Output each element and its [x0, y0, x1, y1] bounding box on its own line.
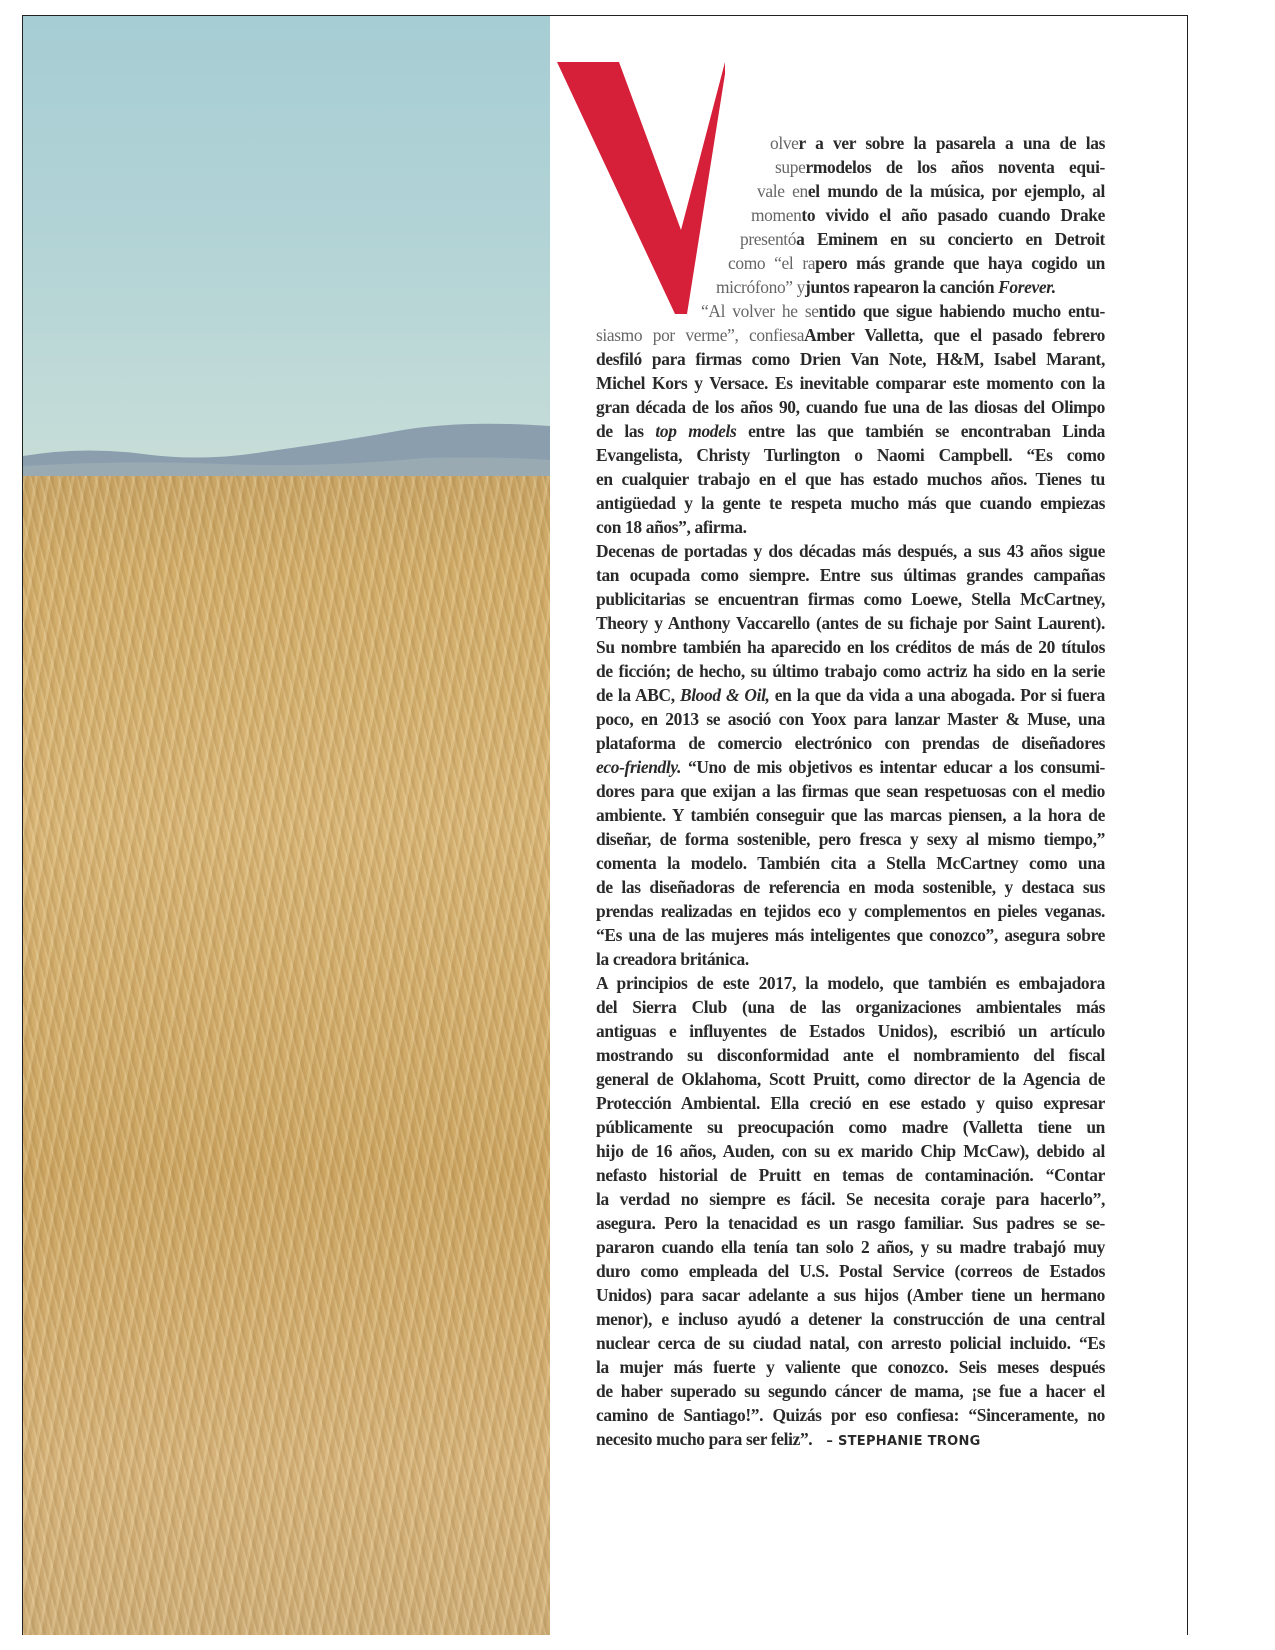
article-line: [596, 659, 1105, 683]
text: a Eminem en su concierto en Detroit: [796, 229, 1105, 249]
article-line: [596, 947, 1105, 971]
italic-text: top models: [655, 421, 737, 441]
text: de las: [596, 421, 656, 441]
text: general de Oklahoma, Scott Pruitt, como director de la Agencia de: [596, 1069, 1105, 1089]
text: “Es una de las mujeres más inteligentes que conozco”, asegura sobre: [596, 925, 1105, 945]
article-line: [596, 1211, 1105, 1235]
text: de las diseñadoras de referencia en moda sostenible, y destaca sus: [596, 877, 1105, 897]
article-line: [596, 611, 1105, 635]
article-line: [596, 707, 1105, 731]
drop-cap-v: [557, 62, 725, 314]
text: mostrando su disconformidad ante el nombramiento del fiscal: [596, 1045, 1105, 1065]
text: el mundo de la música, por ejemplo, al: [807, 181, 1105, 201]
text: comenta la modelo. También cita a Stella McCartney como una: [596, 853, 1105, 873]
text: Unidos) para sacar adelante a sus hijos (Amber tiene un hermano: [596, 1285, 1105, 1305]
italic-text: eco-friendly.: [596, 757, 682, 777]
article-line: [740, 227, 1105, 251]
text: A principios de este 2017, la modelo, que también es embajadora: [596, 973, 1105, 993]
text: diseñar, de forma sostenible, pero fresca y sexy al mismo tiempo,”: [596, 829, 1105, 849]
text: la creadora británica.: [596, 949, 749, 969]
article-line: [596, 1163, 1105, 1187]
article-line: [596, 995, 1105, 1019]
text: to vivido el año pasado cuando Drake: [801, 205, 1105, 225]
text: pararon cuando ella tenía tan solo 2 años, y su madre trabajó muy: [596, 1237, 1105, 1257]
text: hijo de 16 años, Auden, con su ex marido Chip McCaw), debido al: [596, 1141, 1105, 1161]
drop-cap-continuation: micrófono” y: [716, 277, 806, 297]
text: del Sierra Club (una de las organizaciones ambientales más: [596, 997, 1105, 1017]
text: la verdad no siempre es fácil. Se necesita coraje para hacerlo”,: [596, 1189, 1105, 1209]
text: de haber superado su segundo cáncer de mama, ¡se fue a hacer el: [596, 1381, 1105, 1401]
article-line: [716, 275, 1105, 299]
article-line: [596, 635, 1105, 659]
text: rmodelos de los años noventa equi-: [805, 157, 1105, 177]
article-line: [596, 827, 1105, 851]
text: en cualquier trabajo en el que has estado muchos años. Tienes tu: [596, 469, 1105, 489]
article-line: [596, 803, 1105, 827]
article-line: [596, 323, 1105, 347]
drop-cap-continuation: presentó: [740, 229, 797, 249]
article-line: [596, 587, 1105, 611]
article-line: [596, 851, 1105, 875]
author-byline: – STEPHANIE TRONG: [826, 1434, 981, 1449]
article-line: [596, 1019, 1105, 1043]
text: antigüedad y la gente te respeta mucho más que cuando empiezas: [596, 493, 1105, 513]
text: camino de Santiago!”. Quizás por eso confiesa: “Sinceramente, no: [596, 1405, 1105, 1425]
article-line: [596, 347, 1105, 371]
article-line: [596, 515, 1105, 539]
article-line: [596, 443, 1105, 467]
text: juntos rapearon la canción: [805, 277, 999, 297]
article-line: [596, 1379, 1105, 1403]
text: Amber Valletta, que el pasado febrero: [804, 325, 1105, 345]
article-line: [596, 1139, 1105, 1163]
article-line: [596, 731, 1105, 755]
article-line: [596, 1235, 1105, 1259]
text: plataforma de comercio electrónico con prendas de diseñadores: [596, 733, 1105, 753]
article-line: [596, 395, 1105, 419]
article-line: [596, 1187, 1105, 1211]
text: pero más grande que haya cogido un: [815, 253, 1105, 273]
text: entre las que también se encontraban Linda: [736, 421, 1106, 441]
article-line: [596, 419, 1105, 443]
drop-cap-continuation: vale en: [757, 181, 808, 201]
text: r a ver sobre la pasarela a una de las: [798, 133, 1105, 153]
article-line: [728, 251, 1105, 275]
article-line: [596, 539, 1105, 563]
text: Su nombre también ha aparecido en los créditos de más de 20 títulos: [596, 637, 1105, 657]
drop-cap-continuation: olve: [770, 133, 799, 153]
text: nefasto historial de Pruitt en temas de contaminación. “Contar: [596, 1165, 1105, 1185]
text: Decenas de portadas y dos décadas más después, a sus 43 años sigue: [596, 541, 1105, 561]
article-line: [757, 179, 1105, 203]
article-line: [596, 923, 1105, 947]
article-line: [596, 1283, 1105, 1307]
article-line: [596, 371, 1105, 395]
article-line: [596, 971, 1105, 995]
drop-cap-continuation: supe: [775, 157, 806, 177]
text: ntido que sigue habiendo mucho entu-: [818, 301, 1105, 321]
wheat-field: [23, 476, 550, 1635]
text: Evangelista, Christy Turlington o Naomi Campbell. “Es como: [596, 445, 1105, 465]
drop-cap-continuation: siasmo por verme”, confiesa: [596, 325, 805, 345]
italic-text: Blood & Oil,: [679, 685, 770, 705]
article-line: [596, 875, 1105, 899]
text: prendas realizadas en tejidos eco y complementos en pieles veganas.: [596, 901, 1105, 921]
article-line: [596, 1091, 1105, 1115]
wheat-field-photo: [23, 16, 550, 1635]
article-line: [596, 779, 1105, 803]
text: desfiló para firmas como Drien Van Note, H&M, Isabel Marant,: [596, 349, 1105, 369]
italic-text: Forever.: [998, 277, 1056, 297]
article-line: [596, 1331, 1105, 1355]
article-line: [596, 683, 1105, 707]
drop-cap-continuation: “Al volver he se: [701, 301, 819, 321]
text: Michel Kors y Versace. Es inevitable comparar este momento con la: [596, 373, 1105, 393]
article-line: [701, 299, 1105, 323]
text: de la ABC,: [596, 685, 680, 705]
article-line: [596, 1043, 1105, 1067]
text: “Uno de mis objetivos es intentar educar a los consumi-: [681, 757, 1105, 777]
article-line: [596, 1427, 1105, 1451]
text: antiguas e influyentes de Estados Unidos), escribió un artículo: [596, 1021, 1105, 1041]
drop-cap-continuation: como “el ra: [728, 253, 816, 273]
text: publicitarias se encuentran firmas como Loewe, Stella McCartney,: [596, 589, 1105, 609]
text: públicamente su preocupación como madre (Valletta tiene un: [596, 1117, 1105, 1137]
text: tan ocupada como siempre. Entre sus últimas grandes campañas: [596, 565, 1105, 585]
text: nuclear cerca de su ciudad natal, con arresto policial incluido. “Es: [596, 1333, 1105, 1353]
article-line: [596, 1307, 1105, 1331]
text: de ficción; de hecho, su último trabajo como actriz ha sido en la serie: [596, 661, 1105, 681]
text: con 18 años”, afirma.: [596, 517, 747, 537]
text: en la que da vida a una abogada. Por si fuera: [769, 685, 1105, 705]
text: Theory y Anthony Vaccarello (antes de su fichaje por Saint Laurent).: [596, 613, 1105, 633]
article-line: [596, 1355, 1105, 1379]
article-line: [596, 755, 1105, 779]
text: poco, en 2013 se asoció con Yoox para lanzar Master & Muse, una: [596, 709, 1105, 729]
article-line: [596, 563, 1105, 587]
text: gran década de los años 90, cuando fue una de las diosas del Olimpo: [596, 397, 1105, 417]
text: necesito mucho para ser feliz”.: [596, 1429, 817, 1449]
text: dores para que exijan a las firmas que sean respetuosas con el medio: [596, 781, 1105, 801]
article-line: [596, 1403, 1105, 1427]
text: duro como empleada del U.S. Postal Service (correos de Estados: [596, 1261, 1105, 1281]
article-line: [775, 155, 1105, 179]
text: asegura. Pero la tenacidad es un rasgo familiar. Sus padres se se-: [596, 1213, 1105, 1233]
text: menor), e incluso ayudó a detener la construcción de una central: [596, 1309, 1105, 1329]
article-line: [596, 467, 1105, 491]
article-line: [596, 1115, 1105, 1139]
article-line: [770, 131, 1105, 155]
article-line: [596, 1067, 1105, 1091]
article-line: [596, 899, 1105, 923]
drop-cap-continuation: momen: [751, 205, 802, 225]
article-line: [751, 203, 1105, 227]
text: ambiente. Y también conseguir que las marcas piensen, a la hora de: [596, 805, 1105, 825]
text: Protección Ambiental. Ella creció en ese estado y quiso expresar: [596, 1093, 1105, 1113]
text: la mujer más fuerte y valiente que conozco. Seis meses después: [596, 1357, 1105, 1377]
article-line: [596, 491, 1105, 515]
article-line: [596, 1259, 1105, 1283]
